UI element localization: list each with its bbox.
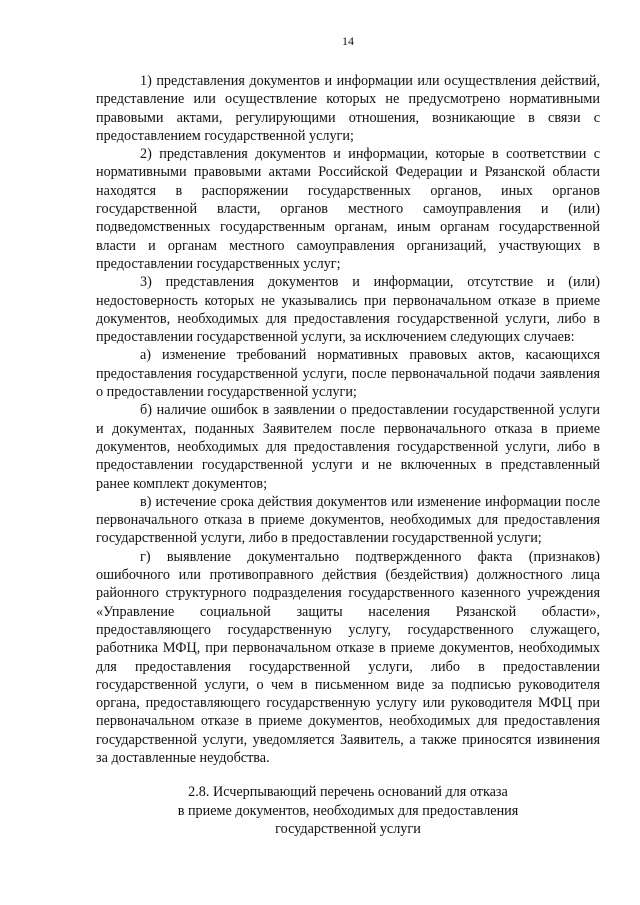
section-heading-line-1: 2.8. Исчерпывающий перечень оснований для отказа bbox=[188, 784, 508, 801]
paragraph-subitem-g: г) выявление документально подтвержденного факта (признаков) ошибочного или противоправного действия (бездействия) должностного лица районного структурного подразделения государственного казенного учреждения «Управление социальной защиты населения Рязанской области», предоставляющего государственную услугу, государственного служащего, работника МФЦ, при первоначальном отказе в приеме документов, необходимых для предоставления государственной услуги, либо в предоставлении государственной услуги, о чем в письменном виде за подписью руководителя органа, предоставляющего государственную услугу или руководителя МФЦ при первоначальном отказе в приеме документов, необходимых для предоставления государственной услуги, уведомляется Заявитель, а также приносятся извинения за доставленные неудобства. bbox=[96, 548, 600, 766]
paragraph-item-3: 3) представления документов и информации, отсутствие и (или) недостоверность которых не указывались при первоначальном отказе в приеме документов, необходимых для предоставления государственной услуги, либо в предоставлении государственной услуги, за исключением следующих случаев: bbox=[96, 274, 600, 346]
paragraph-subitem-a: а) изменение требований нормативных правовых актов, касающихся предоставления государственной услуги, после первоначальной подачи заявления о предоставлении государственной услуги; bbox=[96, 347, 600, 401]
paragraph-subitem-v: в) истечение срока действия документов или изменение информации после первоначального отказа в приеме документов, необходимых для предоставления государственной услуги, либо в предоставлении государственной услуги; bbox=[96, 493, 600, 547]
section-heading-line-2: в приеме документов, необходимых для предоставления bbox=[177, 802, 519, 819]
paragraph-item-2: 2) представления документов и информации, которые в соответствии с нормативными правовыми актами Российской Федерации и Рязанской области находятся в распоряжении государственных органов, иных органов государственной власти, органов местного самоуправления и (или) подведомственных государственным органам, иным органам государственной власти и органам местного самоуправления организаций, участвующих в предоставлении государственных услуг; bbox=[96, 146, 600, 272]
page-number: 14 bbox=[342, 34, 354, 48]
paragraph-subitem-b: б) наличие ошибок в заявлении о предоставлении государственной услуги и документах, поданных Заявителем после первоначального отказа в приеме документов, необходимых для предоставления государственной услуги, либо в предоставлении государственной услуги и не включенных в представленный ранее комплект документов; bbox=[96, 402, 600, 492]
section-heading bbox=[96, 783, 600, 839]
paragraph-item-1: 1) представления документов и информации или осуществления действий, представление или осуществление которых не предусмотрено нормативными правовыми актами, регулирующими отношения, возникающие в связи с предоставлением государственной услуги; bbox=[96, 73, 600, 144]
section-heading-line-3: государственной услуги bbox=[275, 821, 421, 838]
